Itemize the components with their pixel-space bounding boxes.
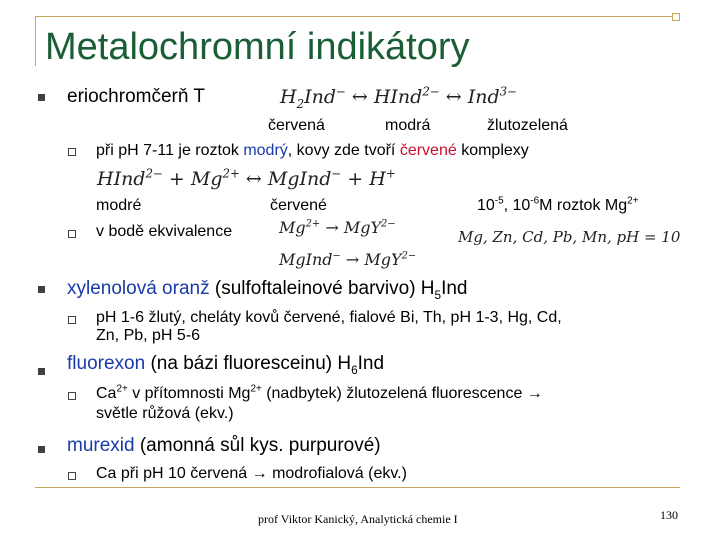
fluorexon-sub-line2: světle růžová (ekv.) <box>96 405 234 422</box>
xylenol-sub-line2: Zn, Pb, pH 5-6 <box>96 327 201 344</box>
erio-equation-3: $Mg^{2+} \to MgY^{2-}$ <box>279 218 396 237</box>
bullet-square-icon <box>38 94 45 101</box>
bullet-hollow-icon <box>68 316 76 324</box>
slide-title: Metalochromní indikátory <box>45 26 470 68</box>
bullet-square-icon <box>38 286 45 293</box>
frame-corner-box <box>672 13 680 21</box>
erio-sub2: v bodě ekvivalence <box>96 223 233 240</box>
bullet-square-icon <box>38 368 45 375</box>
fluorexon-label: fluorexon (na bázi fluoresceinu) $H_6Ind$ <box>67 353 385 377</box>
xylenol-sub-line1: pH 1-6 žlutý, cheláty kovů červené, fialové Bi, Th, pH 1-3, Hg, Cd, <box>96 309 562 326</box>
erio-equation-2: HInd$^{2-}$ + $Mg^{2+}$ ↔ MgInd− + H+ <box>97 166 396 190</box>
xylenol-label: xylenolová oranž (sulfoftaleinové barvivo) $H_5Ind$ <box>67 278 468 302</box>
bullet-hollow-icon <box>68 472 76 480</box>
murexid-label: murexid (amonná sůl kys. purpurové) <box>67 435 381 456</box>
page-number: 130 <box>660 508 678 522</box>
bullet-hollow-icon <box>68 230 76 238</box>
metals-list: Mg, Zn, Cd, Pb, Mn, pH = 10 <box>458 228 681 246</box>
erio-color-blue: modrá <box>385 117 431 134</box>
erio-label: eriochromčerň T <box>67 86 205 107</box>
erio-color-yellowgreen: žlutozelená <box>487 117 568 134</box>
concentration-text: $10^{-5}$, $10^{-6}M$ roztok $Mg^{2+}$ <box>477 195 639 214</box>
erio-equation-4: MgInd− → MgY$^{2-}$ <box>279 250 417 269</box>
frame-top-line <box>35 16 675 17</box>
footer-author: prof Viktor Kanický, Analytická chemie I <box>258 512 458 526</box>
erio-color-red: červená <box>268 117 325 134</box>
bullet-square-icon <box>38 446 45 453</box>
murexid-sub: Ca při pH 10 červená → modrofialová (ekv.) <box>96 465 407 482</box>
eq2-color-red: červené <box>270 197 327 214</box>
bullet-hollow-icon <box>68 148 76 156</box>
fluorexon-sub-line1: $Ca^{2+}$ v přítomnosti $Mg^{2+}$ (nadbytek) žlutozelená fluorescence → <box>96 383 543 402</box>
footer-divider <box>35 487 680 488</box>
frame-left-line <box>35 16 36 66</box>
erio-equation: $H_2Ind^-$ ↔ HInd$^{2-}$ ↔ Ind$^{3-}$ <box>280 84 517 111</box>
eq2-color-blue: modré <box>96 197 142 214</box>
erio-sub1: při pH 7-11 je roztok modrý, kovy zde tvoří červené komplexy <box>96 142 529 159</box>
bullet-hollow-icon <box>68 392 76 400</box>
